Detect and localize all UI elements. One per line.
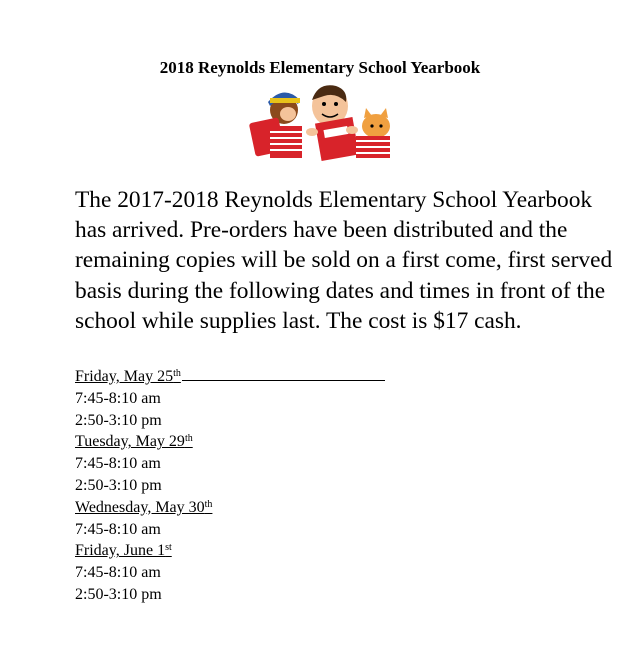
schedule-time: 7:45-8:10 am — [75, 389, 161, 407]
announcement-text: The 2017-2018 Reynolds Elementary School Yearbook has arrived. Pre-orders have been distributed and the remaining copies will be sold on a first come, first served basis during the following dates and times in front of the school while supplies last. The cost is $17 cash. — [75, 187, 613, 334]
schedule-day: Friday, May 25th — [75, 368, 181, 385]
schedule-day: Friday, June 1st — [75, 542, 172, 560]
schedule-day: Tuesday, May 29th — [75, 433, 193, 451]
sale-schedule — [75, 364, 615, 606]
schedule-time: 2:50-3:10 pm — [75, 476, 162, 494]
yearbook-clipart — [248, 80, 394, 162]
schedule-time: 2:50-3:10 pm — [75, 585, 162, 603]
underline-rule — [182, 364, 385, 381]
page-title: 2018 Reynolds Elementary School Yearbook — [159, 58, 481, 77]
schedule-time: 7:45-8:10 am — [75, 564, 161, 582]
schedule-time: 7:45-8:10 am — [75, 455, 161, 473]
schedule-time: 7:45-8:10 am — [75, 520, 161, 538]
schedule-time: 2:50-3:10 pm — [75, 411, 162, 429]
schedule-day: Wednesday, May 30th — [75, 498, 213, 516]
